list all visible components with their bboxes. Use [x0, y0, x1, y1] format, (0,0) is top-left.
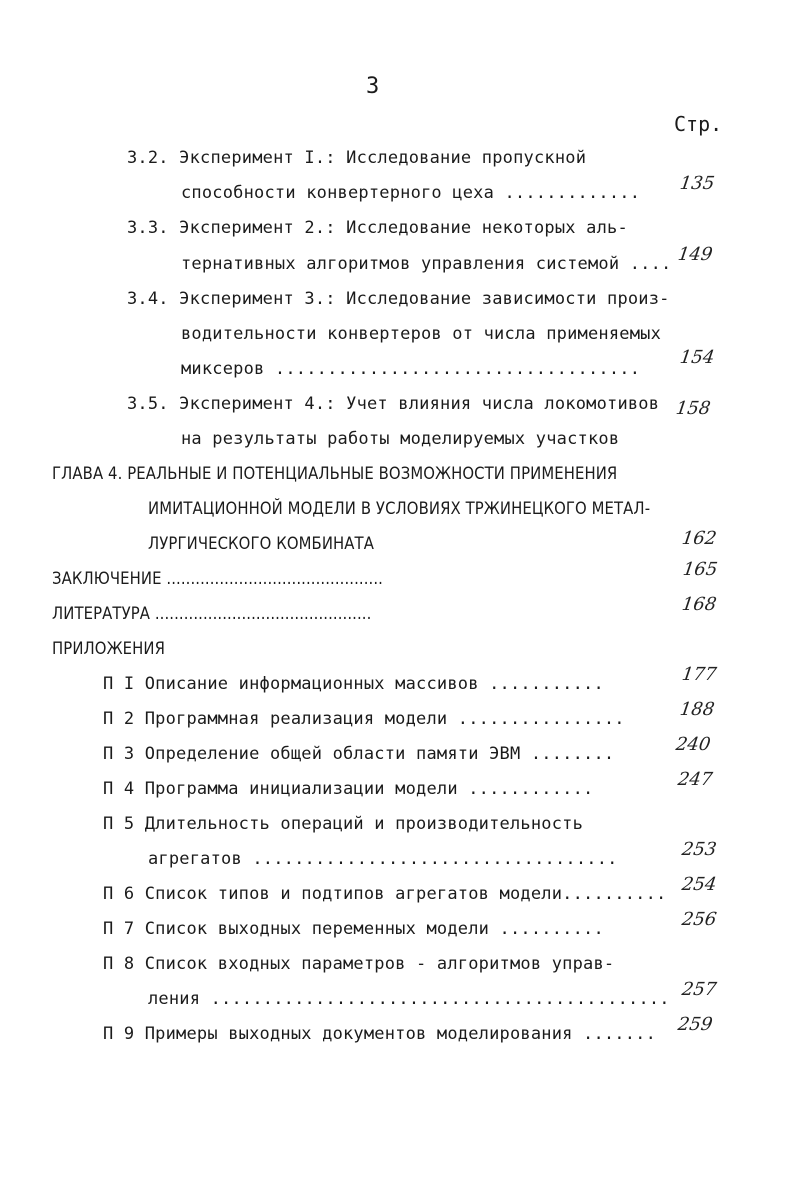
toc-line: 3.4. Эксперимент 3.: Исследование зависимости произ- [127, 289, 670, 309]
handwritten-page-ref: 256 [680, 909, 718, 930]
handwritten-page-ref: 154 [678, 347, 716, 368]
toc-line: 3.5. Эксперимент 4.: Учет влияния числа локомотивов [127, 394, 660, 414]
handwritten-page-ref: 188 [678, 699, 716, 720]
handwritten-page-ref: 168 [680, 594, 718, 615]
toc-appendix-line: П I Описание информационных массивов ........... [103, 674, 604, 694]
toc-appendix-line: П 5 Длительность операций и производительность [103, 814, 584, 834]
handwritten-page-ref: 158 [674, 398, 712, 419]
toc-chapter-line: ГЛАВА 4. РЕАЛЬНЫЕ И ПОТЕНЦИАЛЬНЫЕ ВОЗМОЖНОСТИ ПРИМЕНЕНИЯ [52, 464, 618, 483]
toc-appendix-line: П 7 Список выходных переменных модели .......... [103, 919, 604, 939]
toc-section-line: ЛИТЕРАТУРА ............................................. [52, 604, 372, 623]
toc-line: водительности конвертеров от числа применяемых [181, 324, 662, 344]
toc-appendix-line: П 4 Программа инициализации модели ............ [103, 779, 594, 799]
toc-line: на результаты работы моделируемых участков [181, 429, 620, 449]
toc-appendix-line: П 3 Определение общей области памяти ЭВМ ........ [103, 744, 615, 764]
toc-line: 3.3. Эксперимент 2.: Исследование некоторых аль- [127, 218, 628, 238]
handwritten-page-ref: 177 [680, 664, 718, 685]
toc-line: миксеров ................................... [181, 359, 641, 379]
toc-section-line: ЗАКЛЮЧЕНИЕ ............................................. [52, 569, 383, 588]
handwritten-page-ref: 253 [680, 839, 718, 860]
toc-appendix-line: П 8 Список входных параметров - алгоритмов управ- [103, 954, 615, 974]
toc-appendix-line: П 6 Список типов и подтипов агрегатов модели.......... [103, 884, 667, 904]
toc-appendix-line: ления ............................................ [148, 989, 670, 1009]
handwritten-page-ref: 254 [680, 874, 718, 895]
handwritten-page-ref: 259 [676, 1014, 714, 1035]
page-column-label: Стр. [674, 112, 723, 136]
page-number: 3 [366, 74, 380, 99]
toc-line: способности конвертерного цеха ............. [181, 183, 641, 203]
handwritten-page-ref: 240 [674, 734, 712, 755]
handwritten-page-ref: 165 [681, 559, 719, 580]
toc-appendix-line: П 9 Примеры выходных документов моделирования ....... [103, 1024, 657, 1044]
toc-line: 3.2. Эксперимент I.: Исследование пропускной [127, 148, 587, 168]
handwritten-page-ref: 162 [680, 528, 718, 549]
handwritten-page-ref: 135 [678, 173, 716, 194]
toc-line: тернативных алгоритмов управления системой .... [181, 254, 672, 274]
toc-appendix-line: агрегатов ................................... [148, 849, 618, 869]
toc-appendix-line: П 2 Программная реализация модели ................ [103, 709, 625, 729]
handwritten-page-ref: 149 [676, 244, 714, 265]
toc-chapter-line: ЛУРГИЧЕСКОГО КОМБИНАТА [148, 534, 374, 553]
toc-chapter-line: ИМИТАЦИОННОЙ МОДЕЛИ В УСЛОВИЯХ ТРЖИНЕЦКОГО МЕТАЛ- [148, 499, 651, 518]
toc-section-line: ПРИЛОЖЕНИЯ [52, 639, 166, 658]
handwritten-page-ref: 257 [680, 979, 718, 1000]
handwritten-page-ref: 247 [676, 769, 714, 790]
